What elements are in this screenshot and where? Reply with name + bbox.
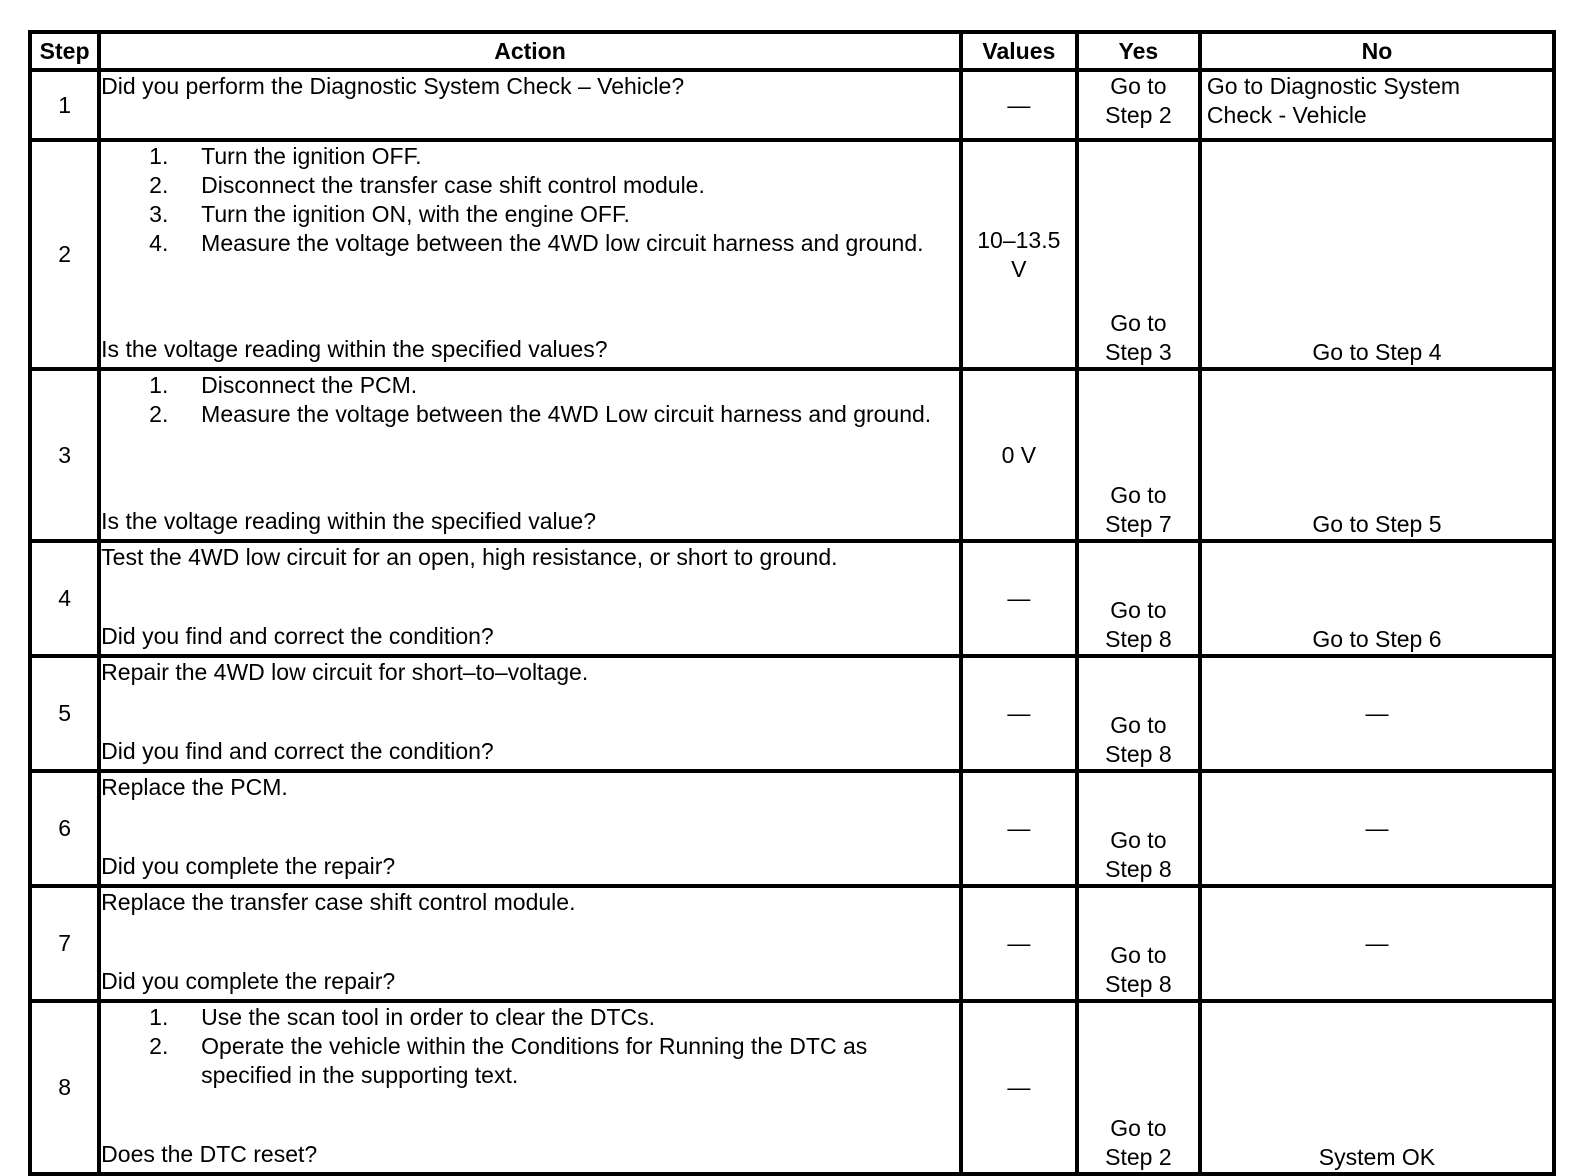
yes-line-1: Go to: [1110, 310, 1167, 336]
no-cell: —: [1200, 771, 1554, 886]
action-cell: [99, 1001, 961, 1174]
action-instruction: Replace the transfer case shift control module.: [101, 889, 576, 915]
yes-line-2: Step 8: [1105, 856, 1172, 882]
yes-line-1: Go to: [1110, 827, 1167, 853]
action-steps-list: [101, 1003, 959, 1090]
step-number: 6: [30, 771, 99, 886]
values-cell: —: [961, 70, 1077, 140]
no-cell: [1200, 70, 1554, 140]
values-cell: —: [961, 1001, 1077, 1174]
step-number: 2: [30, 140, 99, 369]
action-instruction: Repair the 4WD low circuit for short–to–voltage.: [101, 659, 589, 685]
yes-line-1: Go to: [1110, 597, 1167, 623]
values-cell: —: [961, 886, 1077, 1001]
action-question: Did you complete the repair?: [101, 853, 396, 879]
list-item: 4. Measure the voltage between the 4WD low circuit harness and ground.: [149, 230, 924, 256]
yes-line-2: Step 2: [1105, 1144, 1172, 1170]
list-item: 2. Operate the vehicle within the Conditions for Running the DTC as specified in the supporting text.: [149, 1033, 868, 1088]
no-cell: System OK: [1200, 1001, 1554, 1174]
list-item: 1. Turn the ignition OFF.: [149, 143, 422, 169]
yes-cell: [1077, 140, 1200, 369]
yes-cell: [1077, 1001, 1200, 1174]
yes-line-2: Step 2: [1105, 102, 1172, 128]
action-cell: [99, 541, 961, 656]
diagnostic-table: [28, 30, 1556, 1176]
yes-line-2: Step 8: [1105, 626, 1172, 652]
yes-cell: [1077, 886, 1200, 1001]
header-no: No: [1200, 32, 1554, 70]
values-line-1: 10–13.5: [977, 226, 1061, 253]
yes-line-1: Go to: [1110, 73, 1167, 99]
step-number: 3: [30, 369, 99, 541]
yes-cell: [1077, 70, 1200, 140]
action-question: Does the DTC reset?: [101, 1141, 318, 1167]
action-cell: [99, 369, 961, 541]
table-row-step-7: [30, 886, 1554, 1001]
yes-line-2: Step 7: [1105, 511, 1172, 537]
no-cell: Go to Step 5: [1200, 369, 1554, 541]
table-row-step-1: [30, 70, 1554, 140]
yes-cell: [1077, 541, 1200, 656]
header-step: Step: [30, 32, 99, 70]
yes-line-1: Go to: [1110, 712, 1167, 738]
step-number: 5: [30, 656, 99, 771]
values-line-2: V: [1011, 255, 1027, 282]
table-row-step-6: [30, 771, 1554, 886]
step-number: 8: [30, 1001, 99, 1174]
values-cell: —: [961, 541, 1077, 656]
action-cell: [99, 70, 961, 140]
action-steps-list: [101, 142, 959, 258]
list-item: 1. Use the scan tool in order to clear the DTCs.: [149, 1004, 655, 1030]
action-cell: [99, 140, 961, 369]
action-question: Did you complete the repair?: [101, 968, 396, 994]
no-cell: —: [1200, 886, 1554, 1001]
step-number: 1: [30, 70, 99, 140]
action-question: Did you perform the Diagnostic System Check – Vehicle?: [101, 73, 685, 99]
action-question: Did you find and correct the condition?: [101, 738, 494, 764]
no-cell: —: [1200, 656, 1554, 771]
header-yes: Yes: [1077, 32, 1200, 70]
list-item: 2. Measure the voltage between the 4WD Low circuit harness and ground.: [149, 401, 932, 427]
yes-line-1: Go to: [1110, 482, 1167, 508]
header-row: [30, 32, 1554, 70]
list-item: 2. Disconnect the transfer case shift control module.: [149, 172, 705, 198]
action-question: Did you find and correct the condition?: [101, 623, 494, 649]
table-row-step-2: [30, 140, 1554, 369]
no-cell: Go to Step 6: [1200, 541, 1554, 656]
values-cell: —: [961, 771, 1077, 886]
values-cell: [961, 140, 1077, 369]
list-item: 1. Disconnect the PCM.: [149, 372, 418, 398]
action-instruction: Replace the PCM.: [101, 774, 288, 800]
action-cell: [99, 886, 961, 1001]
yes-cell: [1077, 369, 1200, 541]
table-row-step-4: [30, 541, 1554, 656]
no-line-1: Go to Diagnostic System: [1206, 73, 1461, 99]
yes-cell: [1077, 771, 1200, 886]
yes-line-2: Step 8: [1105, 971, 1172, 997]
action-question: Is the voltage reading within the specified values?: [101, 336, 608, 362]
no-line-2: Check - Vehicle: [1206, 102, 1367, 128]
values-cell: —: [961, 656, 1077, 771]
action-cell: [99, 656, 961, 771]
header-values: Values: [961, 32, 1077, 70]
yes-line-2: Step 3: [1105, 339, 1172, 365]
table-row-step-3: [30, 369, 1554, 541]
table-row-step-8: [30, 1001, 1554, 1174]
step-number: 7: [30, 886, 99, 1001]
yes-line-1: Go to: [1110, 942, 1167, 968]
action-instruction: Test the 4WD low circuit for an open, high resistance, or short to ground.: [101, 544, 838, 570]
list-item: 3. Turn the ignition ON, with the engine OFF.: [149, 201, 630, 227]
yes-cell: [1077, 656, 1200, 771]
table-row-step-5: [30, 656, 1554, 771]
action-cell: [99, 771, 961, 886]
yes-line-2: Step 8: [1105, 741, 1172, 767]
no-cell: Go to Step 4: [1200, 140, 1554, 369]
action-steps-list: [101, 371, 959, 429]
header-action: Action: [99, 32, 961, 70]
yes-line-1: Go to: [1110, 1115, 1167, 1141]
values-cell: 0 V: [961, 369, 1077, 541]
step-number: 4: [30, 541, 99, 656]
action-question: Is the voltage reading within the specified value?: [101, 508, 596, 534]
